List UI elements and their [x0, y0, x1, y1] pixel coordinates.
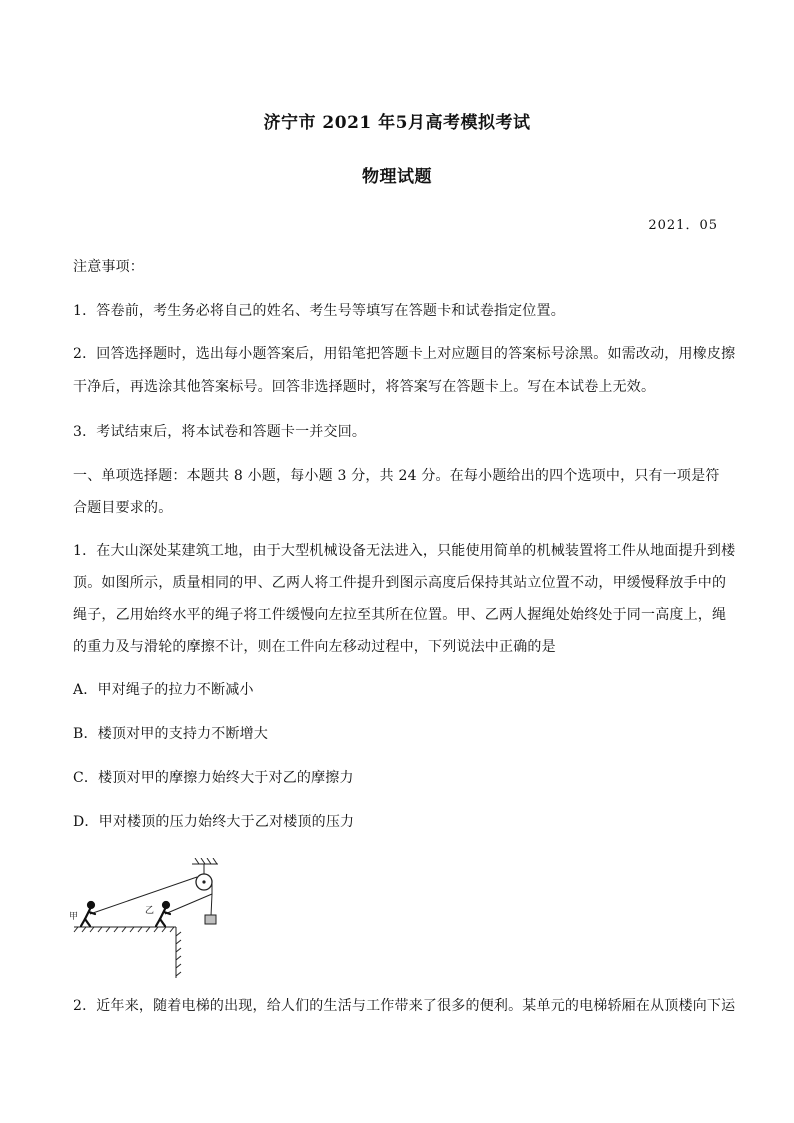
label-yi: 乙: [145, 905, 155, 915]
question-1-stem-line-1: 1．在大山深处某建筑工地，由于大型机械设备无法进入，只能使用简单的机械装置将工件从地面提升到楼: [73, 543, 736, 559]
label-jia: 甲: [69, 911, 79, 921]
person-yi-figure: [156, 902, 170, 926]
notice-item-2-line-2: 干净后，再选涂其他答案标号。回答非选择题时，将答案写在答题卡上。写在本试卷上无效。: [73, 379, 656, 395]
question-1-option-c: C．楼顶对甲的摩擦力始终大于对乙的摩擦力: [73, 770, 354, 786]
exam-subtitle: 物理试题: [362, 167, 432, 187]
section-intro-line-2: 合题目要求的。: [73, 500, 173, 516]
exam-date: 2021．05: [648, 218, 718, 233]
section-intro-line-1: 一、单项选择题：本题共 8 小题，每小题 3 分，共 24 分。在每小题给出的四个选项中，只有一项是符: [73, 468, 720, 484]
notice-item-1: 1．答卷前，考生务必将自己的姓名、考生号等填写在答题卡和试卷指定位置。: [73, 303, 565, 319]
question-1-option-d: D．甲对楼顶的压力始终大于乙对楼顶的压力: [73, 814, 355, 830]
question-1-stem-line-2: 顶。如图所示，质量相同的甲、乙两人将工件提升到图示高度后保持其站立位置不动，甲缓慢释放手中的: [73, 575, 727, 591]
question-1-stem-line-3: 绳子，乙用始终水平的绳子将工件缓慢向左拉至其所在位置。甲、乙两人握绳处始终处于同一高度上，绳: [73, 607, 727, 623]
question-1-option-a: A．甲对绳子的拉力不断减小: [73, 682, 254, 698]
notice-heading: 注意事项：: [73, 259, 144, 275]
ceiling-mount: [192, 858, 218, 874]
workpiece-block: [205, 915, 216, 924]
notice-item-3: 3．考试结束后，将本试卷和答题卡一并交回。: [73, 424, 367, 440]
question-1-option-b: B．楼顶对甲的支持力不断增大: [73, 726, 269, 742]
notice-item-2-line-1: 2．回答选择题时，选出每小题答案后，用铅笔把答题卡上对应题目的答案标号涂黑。如需改动，用橡皮擦: [73, 346, 736, 362]
pulley-wheel: [196, 874, 212, 890]
question-2-stem-line-1: 2．近年来，随着电梯的出现，给人们的生活与工作带来了很多的便利。某单元的电梯轿厢在从顶楼向下运: [73, 998, 736, 1014]
question-1-stem-line-4: 的重力及与滑轮的摩擦不计，则在工件向左移动过程中，下列说法中正确的是: [73, 639, 556, 655]
pulley-diagram: [68, 858, 218, 980]
person-jia-figure: [81, 902, 95, 926]
exam-title: 济宁市 2021 年5月高考模拟考试: [263, 113, 531, 133]
rooftop: [74, 927, 181, 978]
